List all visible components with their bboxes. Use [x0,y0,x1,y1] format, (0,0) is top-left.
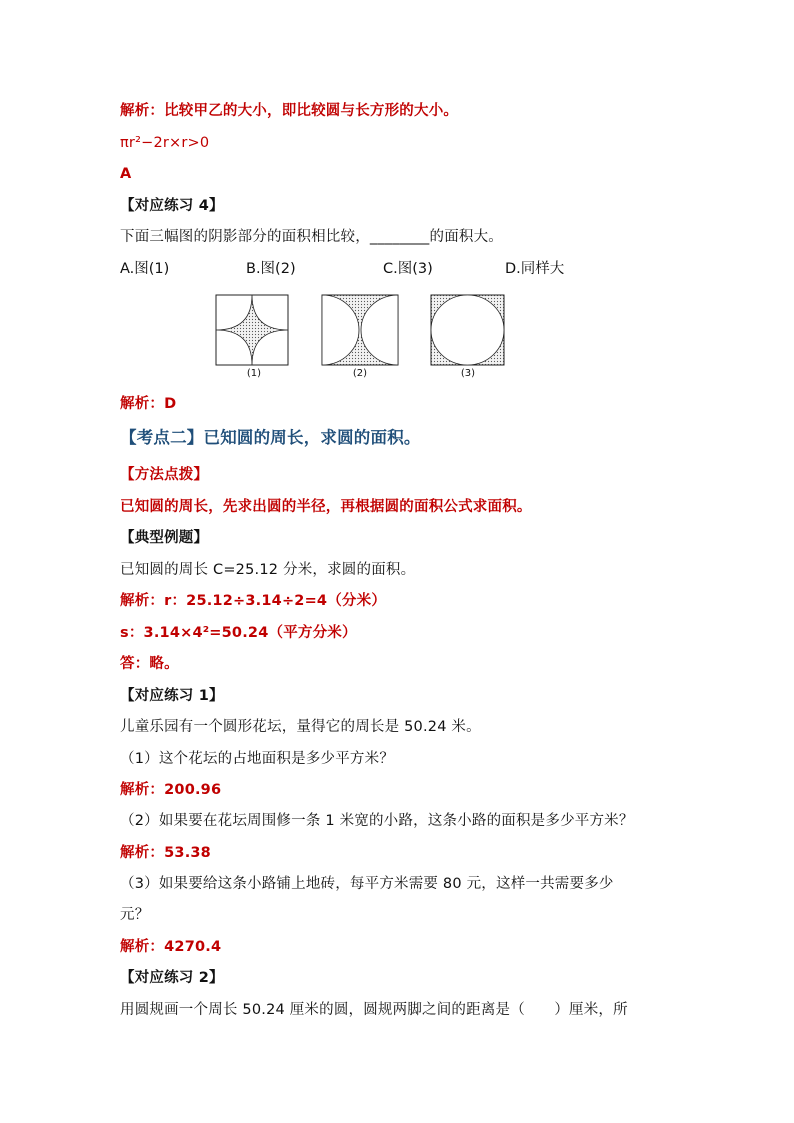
answer-value: 200.96 [164,782,222,798]
exercise-1-answer-2 [120,843,211,863]
method-text: 已知圆的周长，先求出圆的半径，再根据圆的面积公式求面积。 [120,499,532,515]
answer-d [120,394,176,414]
answer-a: A [120,166,132,182]
answer-label: 解析： [120,845,165,861]
figure-3-inscribed-circle [430,294,506,366]
formula-inequality: πr²−2r×r>0 [120,135,210,151]
method-heading: 【方法点拨】 [120,467,209,483]
figure-1-astroid [215,294,291,366]
figure-3-caption: (3) [460,368,476,379]
option-d: D.同样大 [505,261,565,277]
example-answer: 答：略。 [120,656,179,672]
exercise-1-part-3: （3）如果要给这条小路铺上地砖，每平方米需要 80 元，这样一共需要多少 [120,876,614,892]
exercise-4-question: 下面三幅图的阴影部分的面积相比较，________的面积大。 [120,229,503,245]
exercise-1-part-1: （1）这个花坛的占地面积是多少平方米？ [120,751,395,767]
option-b: B.图(2) [246,261,296,277]
exercise-1-heading: 【对应练习 1】 [120,688,224,704]
answer-value: D [164,396,177,412]
exercise-1-part-2: （2）如果要在花坛周围修一条 1 米宽的小路，这条小路的面积是多少平方米？ [120,813,634,829]
exercise-1-answer-3 [120,937,221,957]
example-radius: 解析：r：25.12÷3.14÷2=4（分米） [120,593,387,609]
answer-value: 53.38 [164,845,211,861]
answer-value: 4270.4 [164,939,222,955]
answer-label: 解析： [120,396,165,412]
exercise-2-question: 用圆规画一个周长 50.24 厘米的圆，圆规两脚之间的距离是（ ）厘米，所 [120,1002,628,1018]
option-c: C.图(3) [383,261,433,277]
exercise-1-part-3-cont: 元？ [120,907,150,923]
example-heading: 【典型例题】 [120,530,209,546]
figure-2-half-circles [321,294,399,366]
answer-label: 解析： [120,939,165,955]
example-area: s：3.14×4²=50.24（平方分米） [120,625,357,641]
exercise-2-heading: 【对应练习 2】 [120,970,224,986]
example-question: 已知圆的周长 C=25.12 分米，求圆的面积。 [120,562,416,578]
option-a: A.图(1) [120,261,170,277]
exercise-1-answer-1 [120,780,221,800]
figure-1-caption: (1) [246,368,262,379]
exercise-4-heading: 【对应练习 4】 [120,198,224,214]
exercise-1-question: 儿童乐园有一个圆形花坛，量得它的周长是 50.24 米。 [120,719,481,735]
answer-label: 解析： [120,782,165,798]
section-heading-2: 【考点二】已知圆的周长，求圆的面积。 [120,428,421,447]
analysis-compare: 解析：比较甲乙的大小，即比较圆与长方形的大小。 [120,103,459,119]
figure-2-caption: (2) [352,368,368,379]
